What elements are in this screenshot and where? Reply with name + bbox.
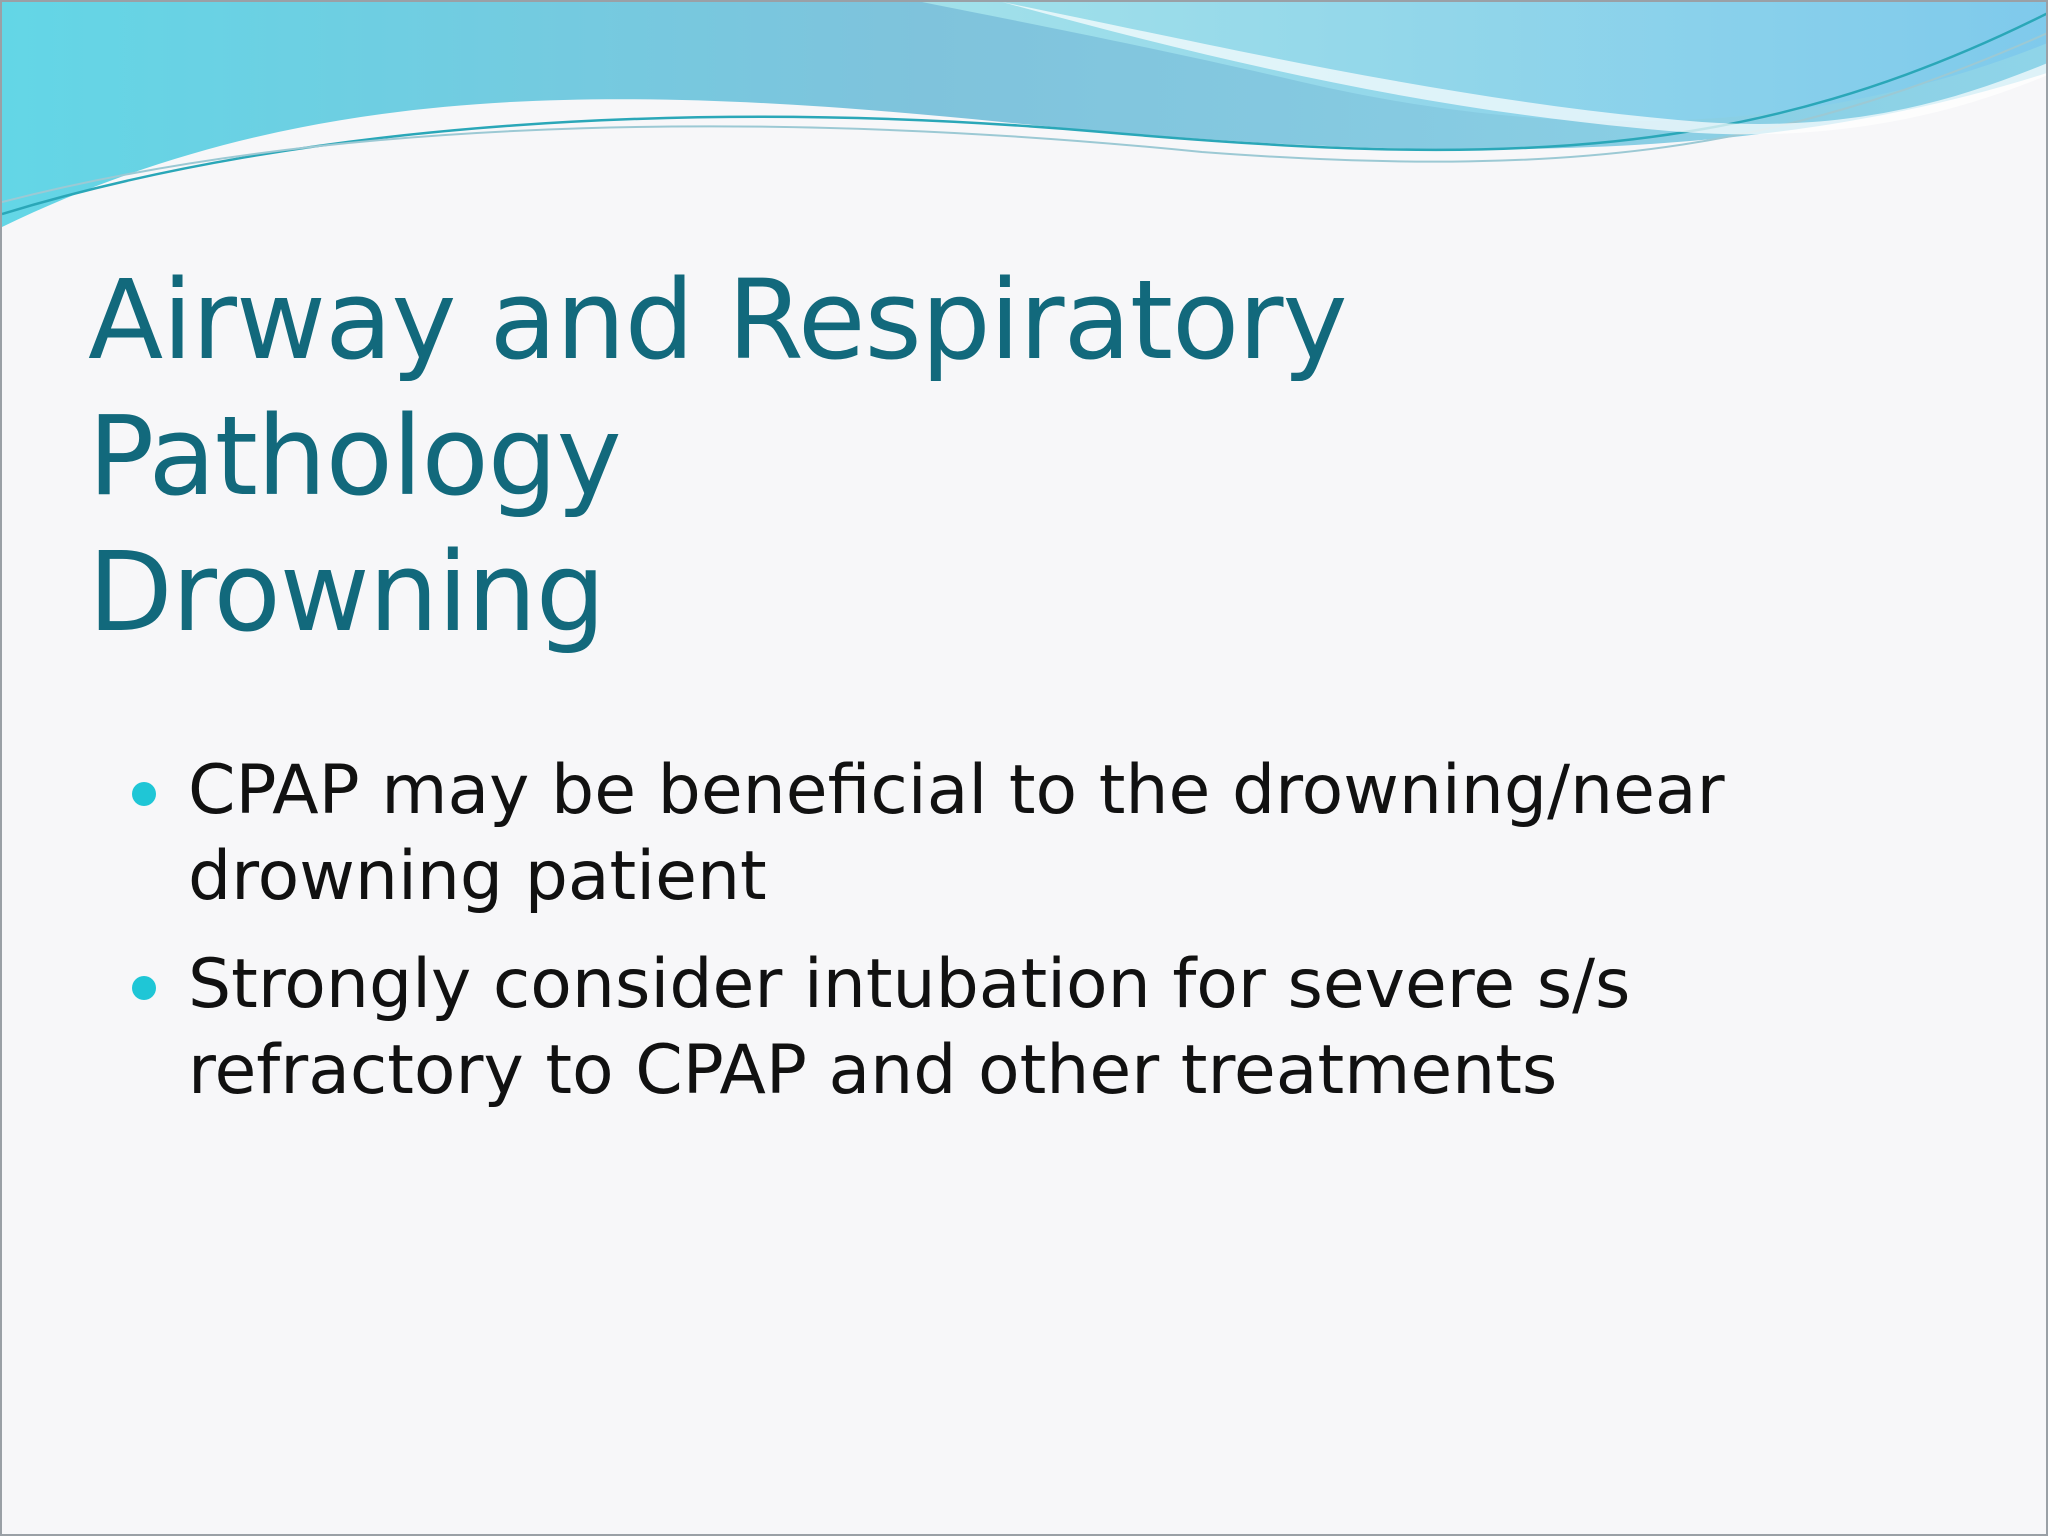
title-line-2: Pathology bbox=[88, 392, 621, 520]
bullet-dot-icon bbox=[132, 976, 156, 1000]
bullet-dot-icon bbox=[132, 782, 156, 806]
bullet-text-line: Strongly consider intubation for severe s/s bbox=[188, 945, 1631, 1024]
bullet-text-line: CPAP may be beneficial to the drowning/near bbox=[188, 751, 1725, 830]
bullet-text-line: refractory to CPAP and other treatments bbox=[188, 1031, 1558, 1110]
bullet-item-cpap bbox=[132, 748, 1952, 920]
title-line-1: Airway and Respiratory bbox=[88, 256, 1347, 384]
bullet-item-intubation bbox=[132, 942, 1952, 1114]
bullet-text-line: drowning patient bbox=[188, 837, 767, 916]
wave-header-decoration bbox=[2, 2, 2048, 242]
slide-title bbox=[88, 252, 1968, 660]
bullet-list bbox=[132, 748, 1952, 1136]
title-line-3: Drowning bbox=[88, 528, 605, 656]
